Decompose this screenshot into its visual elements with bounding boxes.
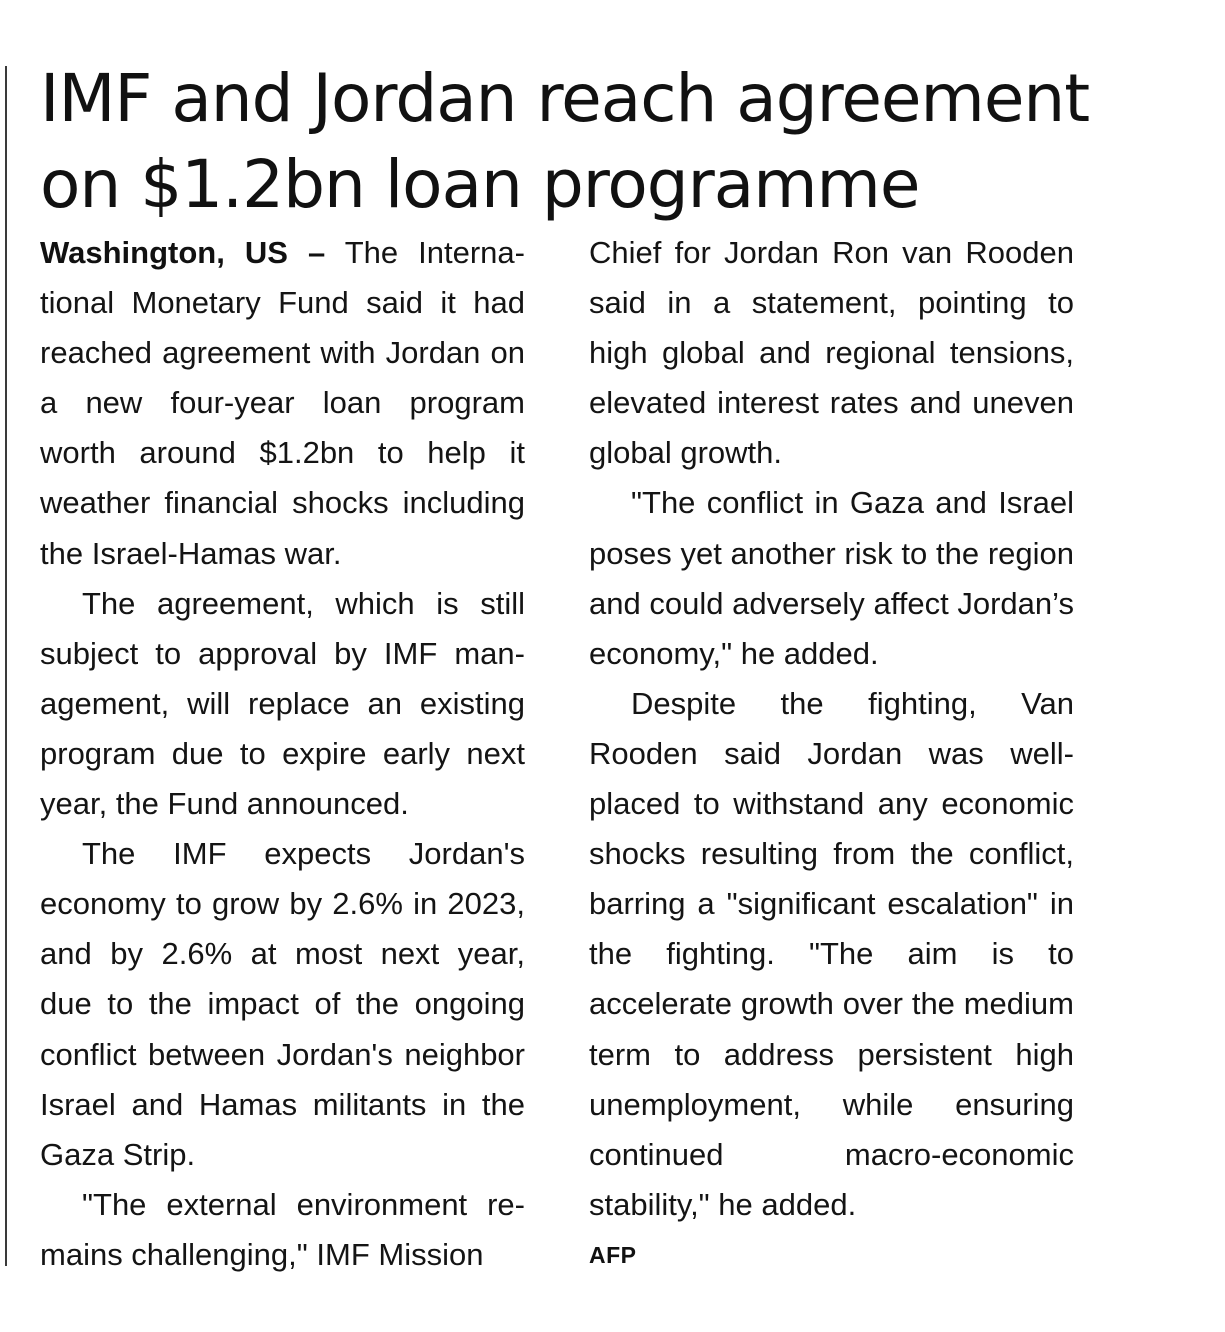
headline-line-2: on $1.2bn loan programme [40,146,920,223]
paragraph-4-continued: Chief for Jordan Ron van Rooden said in a statement, pointing to high global and regional tensions, elevated interest rates and uneven global growth. [589,235,1074,471]
paragraph-6: Despite the fighting, Van Rooden said Jordan was well-placed to withstand any economic shocks resulting from the conflict, barring a "significant escalation" in the fighting. "The aim is to accelerate growth over the medium term to address persistent high unemployment, while ensuring continued macro-economic stability," he added. [589,685,1074,1222]
article-column-left [40,228,525,1280]
paragraph-3: The IMF expects Jordan's economy to grow by 2.6% in 2023, and by 2.6% at most next year, due to the impact of the ongoing conflict between Jordan's neighbor Israel and Hamas militants in the Gaza Strip. [40,836,525,1172]
paragraph-2: The agreement, which is still subject to approval by IMF management, will replace an existing program due to expire early next year, the Fund announced. [40,585,525,822]
paragraph-1-text: The International Monetary Fund said it had reached agreement with Jordan on a new four-year loan program worth around $1.2bn to help it weather financial shocks including the Israel-Hamas war. [40,235,525,571]
headline [40,56,1200,228]
headline-line-1: IMF and Jordan reach agreement [40,60,1090,137]
byline-credit: AFP [589,1241,637,1268]
column-rule [5,66,7,1266]
dateline: Washington, US – [40,235,326,270]
paragraph-1 [40,228,525,579]
paragraph-5: "The conflict in Gaza and Israel poses yet another risk to the region and could adversely affect Jordan’s economy," he added. [589,485,1074,671]
article-column-right [589,228,1074,1280]
paragraph-4-start: "The external environment remains challenging," IMF Mission [40,1186,525,1272]
